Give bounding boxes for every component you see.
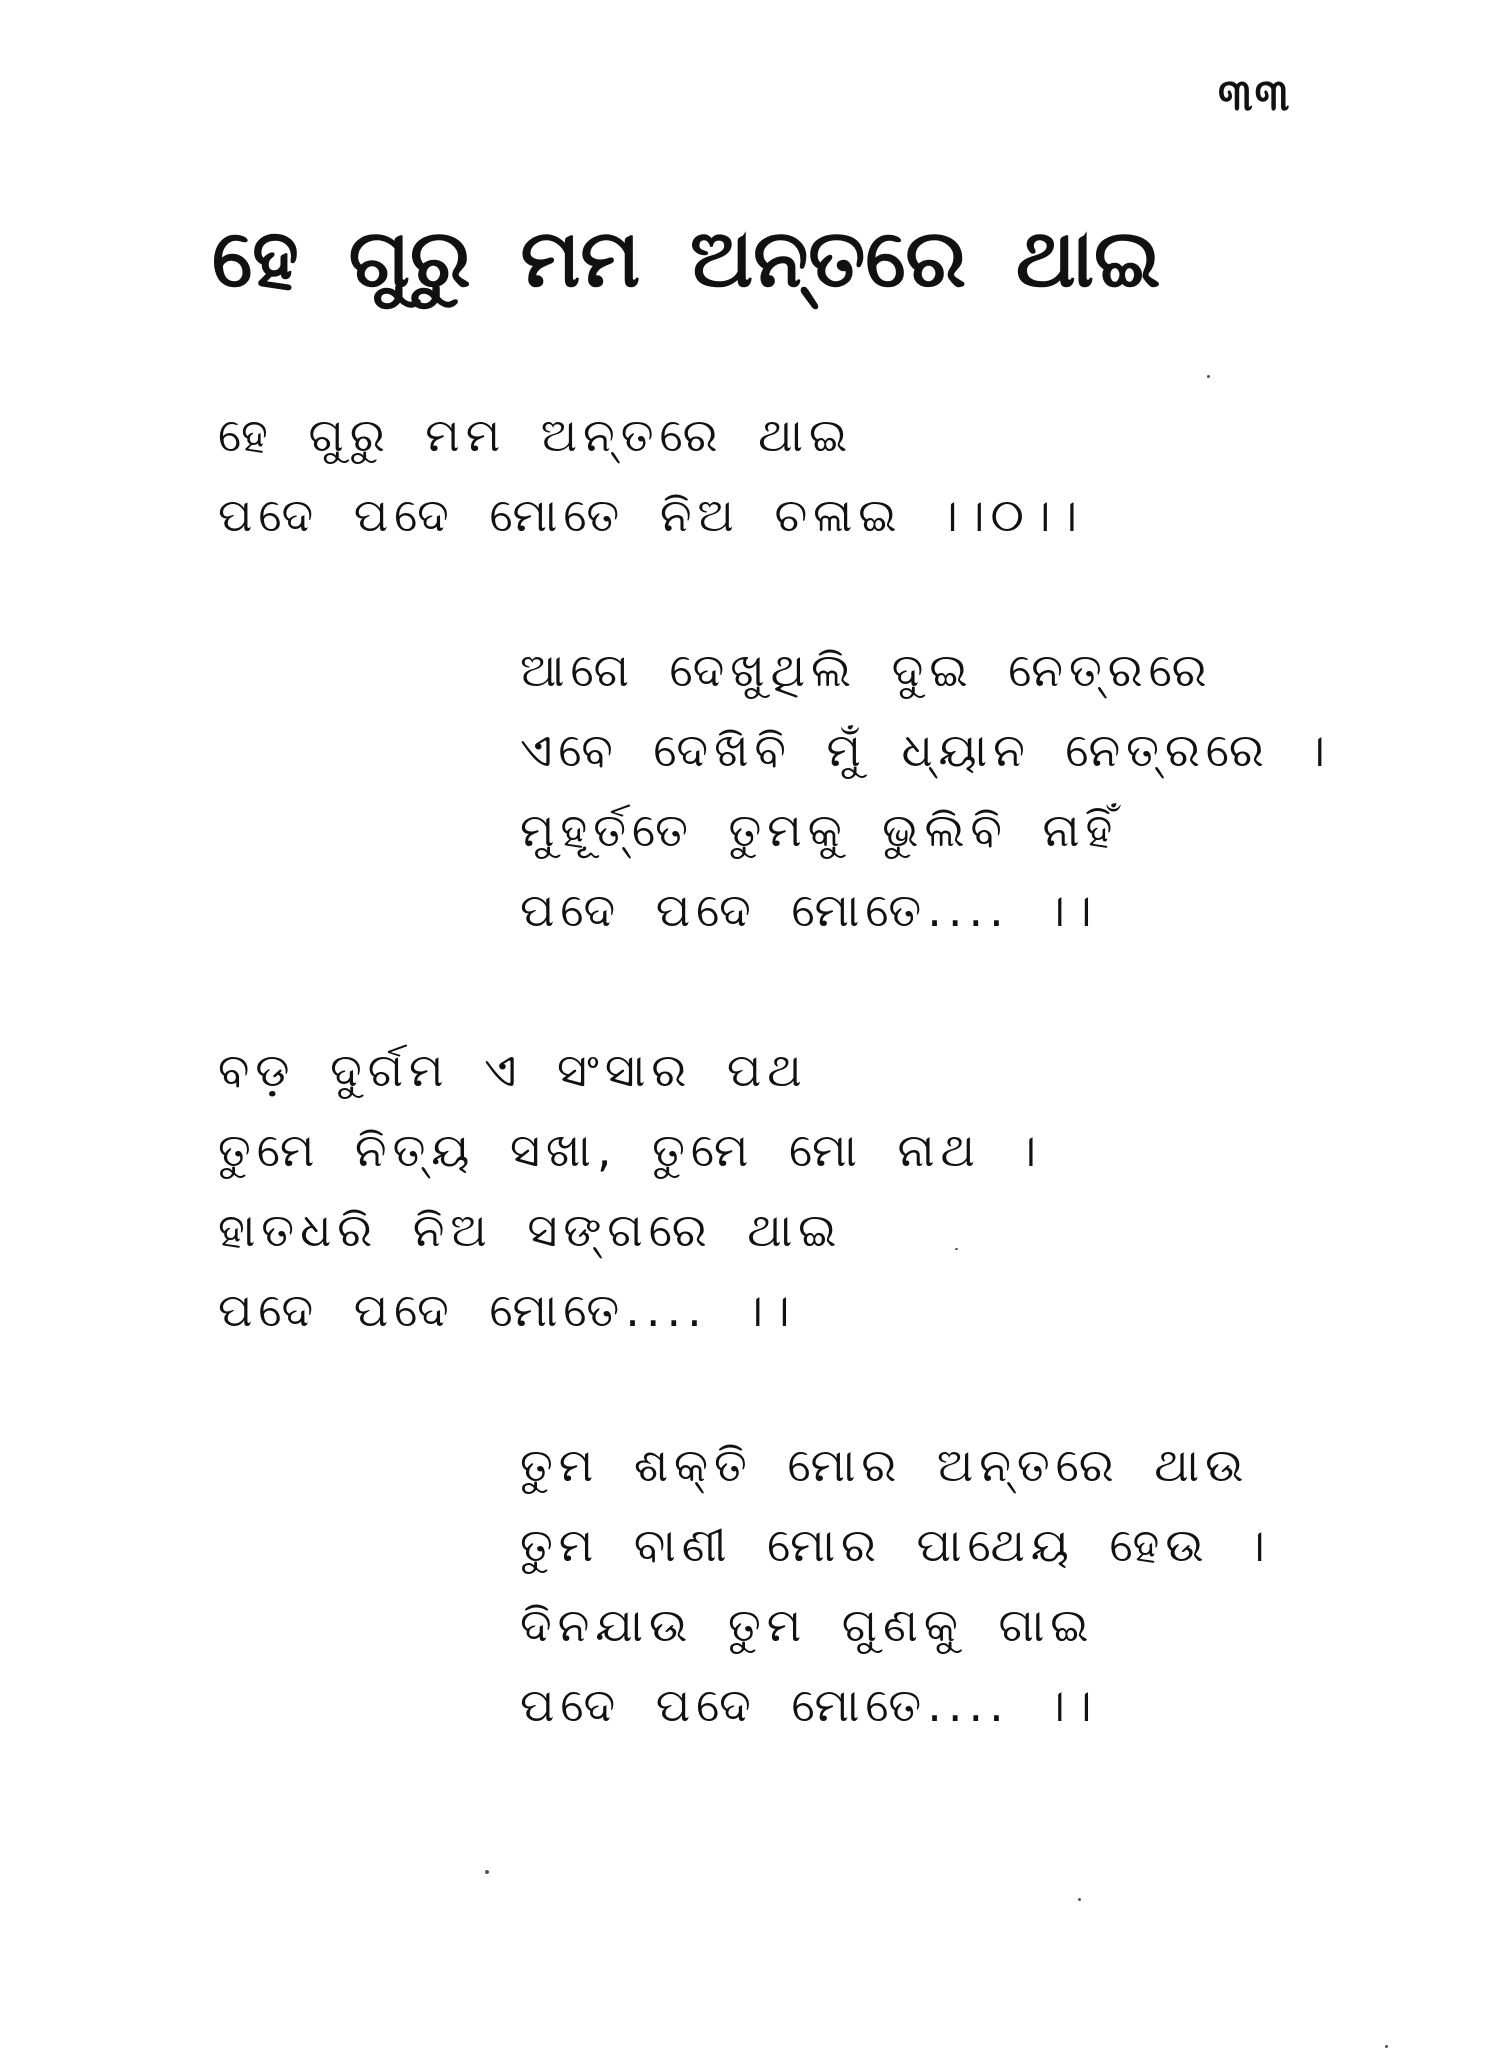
page-number: ୩୩ — [1218, 70, 1292, 121]
stanza-line: ତୁମ ଶକ୍ତି ମୋର ଅନ୍ତରେ ଥାଉ — [520, 1438, 1250, 1492]
scan-speck — [955, 1248, 958, 1250]
stanza-line: ଏବେ ଦେଖିବି ମୁଁ ଧ୍ୟାନ ନେତ୍ରରେ । — [520, 723, 1332, 777]
scan-speck — [1078, 1898, 1081, 1901]
stanza-3 — [520, 1425, 1271, 1745]
stanza-line: ତୁମ ବାଣୀ ମୋର ପାଥେୟ ହେଉ । — [520, 1518, 1271, 1572]
stanza-line: ଆଗେ ଦେଖୁଥିଲି ଦୁଇ ନେତ୍ରରେ — [520, 643, 1213, 697]
stanza-line: ବଡ଼ ଦୁର୍ଗମ ଏ ସଂସାର ପଥ — [218, 1043, 808, 1097]
stanza-line: ତୁମେ ନିତ୍ୟ ସଖା, ତୁମେ ମୋ ନାଥ । — [218, 1123, 1043, 1177]
stanza-line: ପଦେ ପଦେ ମୋତେ.... ।। — [520, 883, 1098, 937]
stanza-line: ମୁହୂର୍ତ୍ତେ ତୁମକୁ ଭୁଲିବି ନାହିଁ — [520, 803, 1119, 857]
stanza-line: ହାତଧରି ନିଅ ସଙ୍ଗରେ ଥାଇ — [218, 1203, 843, 1257]
stanza-2 — [218, 1030, 1042, 1350]
stanza-line: ପଦେ ପଦେ ମୋତେ.... ।। — [218, 1283, 796, 1337]
stanza-1 — [520, 630, 1331, 950]
stanza-line: ପଦେ ପଦେ ମୋତେ.... ।। — [520, 1678, 1098, 1732]
refrain-line: ପଦେ ପଦେ ମୋତେ ନିଅ ଚଳାଇ ।।୦।। — [218, 488, 1084, 542]
scan-speck — [485, 1870, 489, 1874]
refrain-line: ହେ ଗୁରୁ ମମ ଅନ୍ତରେ ଥାଇ — [218, 408, 854, 462]
refrain — [218, 395, 1083, 555]
stanza-line: ଦିନଯାଉ ତୁମ ଗୁଣକୁ ଗାଇ — [520, 1598, 1095, 1652]
song-title: ହେ ଗୁରୁ ମମ ଅନ୍ତରେ ଥାଇ — [212, 212, 1161, 305]
scan-speck — [1207, 375, 1210, 378]
